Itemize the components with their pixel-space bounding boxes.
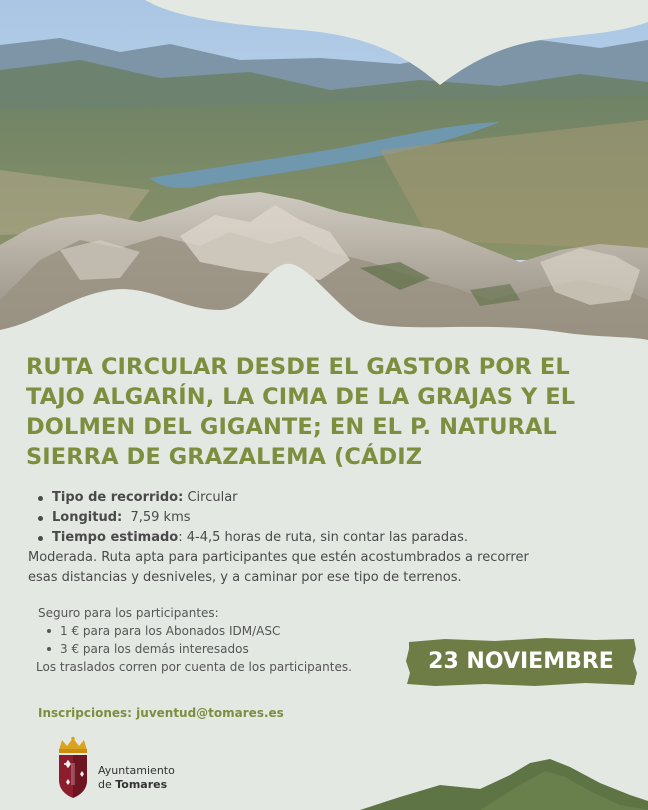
organizer-name: Tomares (115, 778, 168, 791)
insurance-heading: Seguro para los participantes: (38, 606, 219, 620)
route-type-label: Tipo de recorrido: (52, 490, 184, 505)
difficulty-line: Moderada. Ruta apta para participantes que estén acostumbrados a recorrer (28, 550, 529, 565)
route-details (28, 488, 628, 588)
route-length-item (28, 508, 628, 528)
route-time-label: Tiempo estimado (52, 530, 179, 545)
route-length-value: 7,59 kms (122, 510, 191, 525)
coat-of-arms-icon (54, 736, 92, 800)
landscape-illustration (0, 0, 648, 345)
title-line: DOLMEN DEL GIGANTE; EN EL P. NATURAL (26, 414, 557, 440)
landscape-photo (0, 0, 648, 345)
price-item: 1 € para para los Abonados IDM/ASC (38, 622, 398, 640)
title-line: RUTA CIRCULAR DESDE EL GASTOR POR EL (26, 354, 570, 380)
route-length-label: Longitud: (52, 510, 123, 525)
transport-note: Los traslados corren por cuenta de los participantes. (36, 660, 352, 674)
event-title (26, 352, 626, 472)
mountain-silhouette (360, 755, 648, 810)
organizer-prefix: de (98, 778, 116, 791)
price-item: 3 € para los demás interesados (38, 640, 398, 658)
organizer-line2 (98, 778, 175, 792)
organizer-line1: Ayuntamiento (98, 764, 175, 777)
title-line: SIERRA DE GRAZALEMA (CÁDIZ (26, 444, 423, 470)
organizer-logo (98, 764, 175, 792)
title-line: TAJO ALGARÍN, LA CIMA DE LA GRAJAS Y EL (26, 384, 576, 410)
route-time-item (28, 528, 628, 548)
route-type-value: Circular (183, 490, 238, 505)
difficulty-line: esas distancias y desniveles, y a caminar por ese tipo de terrenos. (28, 570, 462, 585)
signup-email[interactable]: Inscripciones: juventud@tomares.es (38, 706, 284, 720)
event-date: 23 NOVIEMBRE (428, 649, 614, 674)
price-list (38, 622, 398, 658)
insurance-info (38, 604, 398, 676)
route-type-item (28, 488, 628, 508)
date-banner (405, 637, 637, 687)
route-facts-list (28, 488, 628, 548)
route-time-value: : 4-4,5 horas de ruta, sin contar las paradas. (178, 530, 468, 545)
